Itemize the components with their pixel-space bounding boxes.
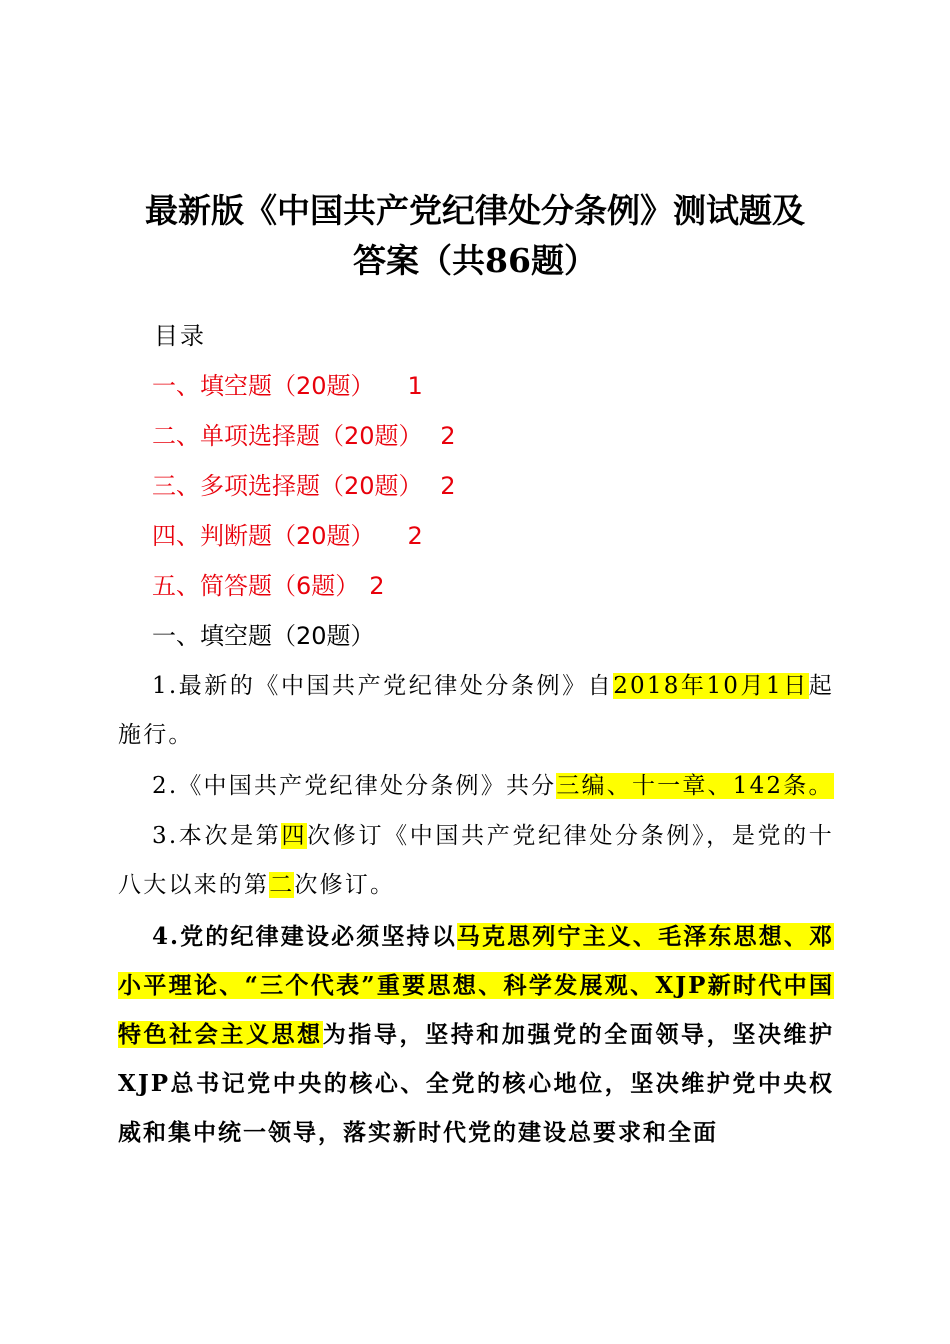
toc-item-page: 2 [440,422,456,450]
question-4 [118,912,834,1157]
question-1-answer: 2018年10月1日 [613,673,809,699]
section-heading: 一、填空题（20题） [152,622,375,650]
question-4-answer: 马克思列宁主义、毛泽东思想、邓小平理论、“三个代表”重要思想、科学发展观、XJP新时代中国特色社会主义思想 [118,923,835,1048]
question-3-middle: 次修订《中国共产党纪律处分条例》，是党的十八大以来的第 [118,823,835,898]
toc-heading: 目录 [154,322,206,350]
toc-item-gap [423,472,431,500]
toc-item-gap [375,372,398,400]
toc-item-page: 1 [407,372,423,400]
toc-item-page: 2 [440,472,456,500]
question-3-prefix: 3.本次是第 [152,823,282,849]
question-1 [118,662,834,760]
question-2-answer: 三编、十一章、142条。 [556,773,834,799]
toc-item-gap [375,522,398,550]
question-1-prefix: 1.最新的《中国共产党纪律处分条例》自 [152,673,614,699]
toc-item-label: 四、判断题（20题） [152,522,375,550]
question-1-suffix: 起施行。 [118,673,834,748]
question-2 [118,762,834,811]
question-3-answer-1: 四 [281,823,308,849]
toc-item-gap [423,422,431,450]
toc-item-label: 一、填空题（20题） [152,372,375,400]
question-3-answer-2: 二 [269,872,295,898]
toc-item-single-choice[interactable] [152,418,455,454]
toc-item-short-answer[interactable] [152,568,385,604]
toc-item-fill-in[interactable] [152,368,423,404]
document-title-line-2: 答案（共86题） [353,241,597,280]
toc-item-label: 二、单项选择题（20题） [152,422,423,450]
question-4-prefix: 4.党的纪律建设必须坚持以 [152,923,457,950]
document-title-line-1: 最新版《中国共产党纪律处分条例》测试题及 [145,191,805,230]
question-2-prefix: 2.《中国共产党纪律处分条例》共分 [152,773,557,799]
toc-item-page: 2 [369,572,385,600]
question-3-suffix: 次修订。 [294,872,396,898]
question-4-suffix: 为指导，坚持和加强党的全面领导，坚决维护XJP总书记党中央的核心、全党的核心地位，坚决维护党中央权威和集中统一领导，落实新时代党的建设总要求和全面 [118,1021,835,1146]
question-3 [118,812,834,910]
toc-item-true-false[interactable] [152,518,423,554]
toc-item-multiple-choice[interactable] [152,468,455,504]
toc-item-label: 五、简答题（6题） [152,572,360,600]
toc-item-label: 三、多项选择题（20题） [152,472,423,500]
toc-item-page: 2 [407,522,423,550]
